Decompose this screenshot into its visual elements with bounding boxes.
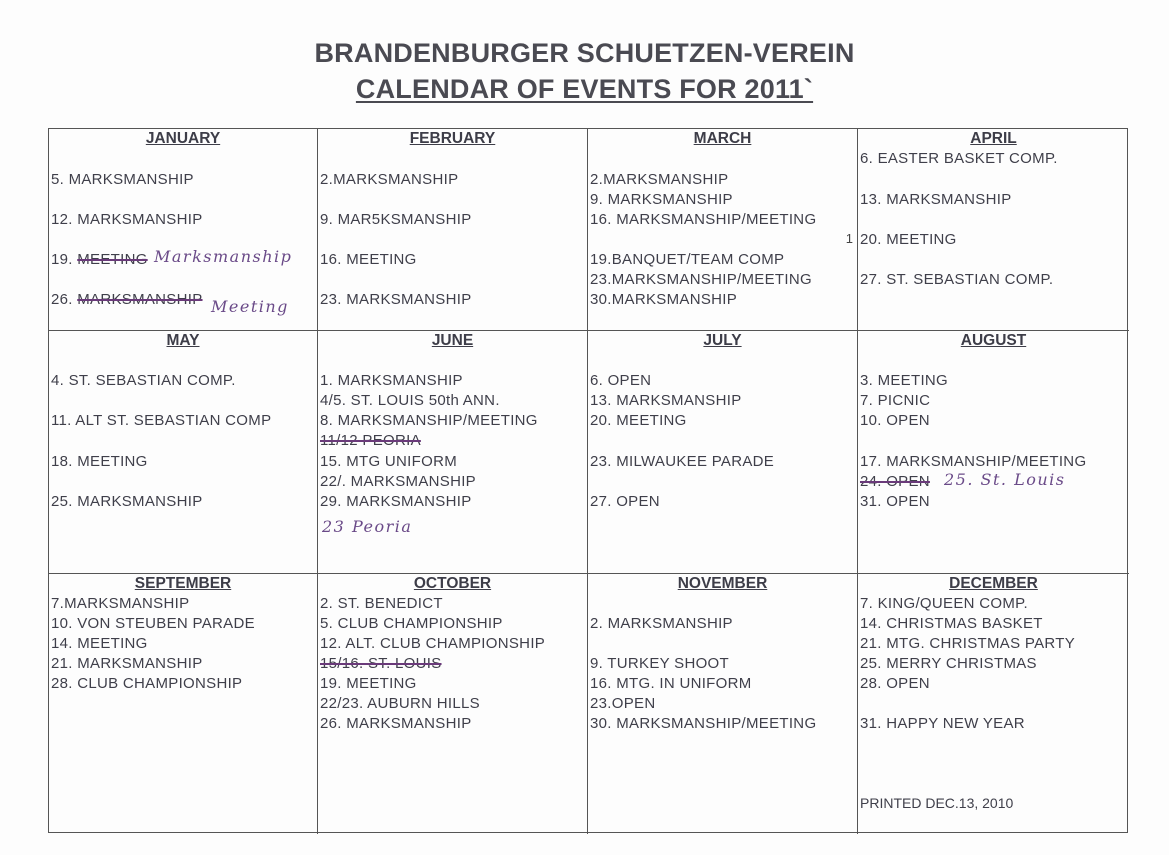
event-item: 21. MTG. CHRISTMAS PARTY	[860, 635, 1076, 652]
stray-mark: 1	[845, 231, 853, 246]
event-item: 8. MARKSMANSHIP/MEETING	[320, 412, 538, 429]
event-item: 13. MARKSMANSHIP	[590, 392, 742, 409]
month-cell-september	[49, 574, 318, 834]
month-title-june: JUNE	[431, 332, 474, 349]
month-title-july: JULY	[703, 332, 742, 349]
event-item: 22/23. AUBURN HILLS	[320, 695, 480, 712]
event-item: 27. OPEN	[590, 493, 660, 510]
handwritten-note: Marksmanship	[154, 247, 293, 266]
event-item: 10. OPEN	[860, 412, 930, 429]
event-item: 12. MARKSMANSHIP	[51, 211, 203, 228]
event-item: 16. MARKSMANSHIP/MEETING	[590, 211, 817, 228]
event-item: 3. MEETING	[860, 372, 949, 389]
month-cell-october	[318, 574, 588, 834]
event-item: 1. MARKSMANSHIP	[320, 372, 463, 389]
month-title-september: SEPTEMBER	[134, 575, 232, 592]
event-item: 9. TURKEY SHOOT	[590, 655, 729, 672]
event-item: 19.BANQUET/TEAM COMP	[590, 251, 785, 268]
event-item: 31. OPEN	[860, 493, 930, 510]
month-title-october: OCTOBER	[413, 575, 492, 592]
month-title-august: AUGUST	[960, 332, 1027, 349]
month-cell-april	[858, 129, 1129, 331]
event-item: 24. OPEN	[860, 473, 930, 490]
handwritten-note: 25. St. Louis	[944, 470, 1066, 489]
event-item: 14. CHRISTMAS BASKET	[860, 615, 1043, 632]
event-item: 9. MARKSMANSHIP	[590, 191, 733, 208]
event-item: 30. MARKSMANSHIP/MEETING	[590, 715, 817, 732]
event-item: 6. OPEN	[590, 372, 652, 389]
month-cell-february	[318, 129, 588, 331]
month-cell-november	[588, 574, 858, 834]
event-item: 31. HAPPY NEW YEAR	[860, 715, 1025, 732]
month-cell-march	[588, 129, 858, 331]
event-item: 19. MEETING	[320, 675, 417, 692]
month-cell-june	[318, 331, 588, 574]
event-item: 21. MARKSMANSHIP	[51, 655, 203, 672]
event-item: 23. MARKSMANSHIP	[320, 291, 472, 308]
event-item: 7. PICNIC	[860, 392, 931, 409]
event-item: 11/12 PEORIA	[320, 432, 421, 449]
event-item: 7. KING/QUEEN COMP.	[860, 595, 1028, 612]
month-title-february: FEBRUARY	[409, 130, 496, 147]
event-item: 4. ST. SEBASTIAN COMP.	[51, 372, 236, 389]
event-item: 23.OPEN	[590, 695, 656, 712]
month-title-november: NOVEMBER	[677, 575, 768, 592]
event-item: 6. EASTER BASKET COMP.	[860, 150, 1058, 167]
event-item: 16. MEETING	[320, 251, 417, 268]
month-title-may: MAY	[166, 332, 200, 349]
printed-date: PRINTED DEC.13, 2010	[860, 795, 1014, 811]
event-item: 11. ALT ST. SEBASTIAN COMP	[51, 412, 272, 429]
event-item: 15. MTG UNIFORM	[320, 453, 458, 470]
month-cell-may	[49, 331, 318, 574]
event-item: 28. OPEN	[860, 675, 930, 692]
event-item: 5. MARKSMANSHIP	[51, 171, 194, 188]
page-subtitle: CALENDAR OF EVENTS FOR 2011`	[355, 74, 814, 104]
event-item: 28. CLUB CHAMPIONSHIP	[51, 675, 243, 692]
event-item: 2. ST. BENEDICT	[320, 595, 443, 612]
struck-event-text: MARKSMANSHIP	[77, 291, 203, 308]
event-item: 29. MARKSMANSHIP	[320, 493, 472, 510]
month-title-january: JANUARY	[145, 130, 221, 147]
event-item: 15/16. ST. LOUIS	[320, 655, 442, 672]
event-item: 30.MARKSMANSHIP	[590, 291, 738, 308]
event-item: 7.MARKSMANSHIP	[51, 595, 190, 612]
event-item: 16. MTG. IN UNIFORM	[590, 675, 752, 692]
month-title-march: MARCH	[693, 130, 752, 147]
event-item: 13. MARKSMANSHIP	[860, 191, 1012, 208]
event-item: 17. MARKSMANSHIP/MEETING	[860, 453, 1087, 470]
event-item: 2.MARKSMANSHIP	[320, 171, 459, 188]
event-item: 10. VON STEUBEN PARADE	[51, 615, 255, 632]
event-item: 20. MEETING	[860, 231, 957, 248]
event-item: 2.MARKSMANSHIP	[590, 171, 729, 188]
event-item: 27. ST. SEBASTIAN COMP.	[860, 271, 1054, 288]
event-item: 5. CLUB CHAMPIONSHIP	[320, 615, 503, 632]
month-cell-august	[858, 331, 1129, 574]
month-title-april: APRIL	[970, 130, 1017, 147]
month-cell-january	[49, 129, 318, 331]
event-item: 23.MARKSMANSHIP/MEETING	[590, 271, 812, 288]
event-item: 23. MILWAUKEE PARADE	[590, 453, 775, 470]
event-item: 4/5. ST. LOUIS 50th ANN.	[320, 392, 500, 409]
event-item	[51, 251, 148, 268]
event-item: 14. MEETING	[51, 635, 148, 652]
event-item: 25. MERRY CHRISTMAS	[860, 655, 1037, 672]
handwritten-note: Meeting	[211, 297, 289, 316]
event-item: 26. MARKSMANSHIP	[51, 291, 203, 308]
event-item: 25. MARKSMANSHIP	[51, 493, 203, 510]
calendar-grid	[48, 128, 1128, 833]
month-cell-december	[858, 574, 1129, 834]
event-item: 19.	[51, 251, 73, 268]
event-item: 22/. MARKSMANSHIP	[320, 473, 476, 490]
event-item: 20. MEETING	[590, 412, 687, 429]
event-item: 2. MARKSMANSHIP	[590, 615, 733, 632]
page-title: BRANDENBURGER SCHUETZEN-VEREIN	[314, 38, 855, 68]
event-item: 12. ALT. CLUB CHAMPIONSHIP	[320, 635, 546, 652]
event-item: 26. MARKSMANSHIP	[320, 715, 472, 732]
month-cell-july	[588, 331, 858, 574]
handwritten-note: 23 Peoria	[322, 517, 413, 536]
event-item: 18. MEETING	[51, 453, 148, 470]
struck-event-text: MEETING	[77, 251, 148, 268]
month-title-december: DECEMBER	[949, 575, 1038, 592]
event-item: 9. MAR5KSMANSHIP	[320, 211, 472, 228]
